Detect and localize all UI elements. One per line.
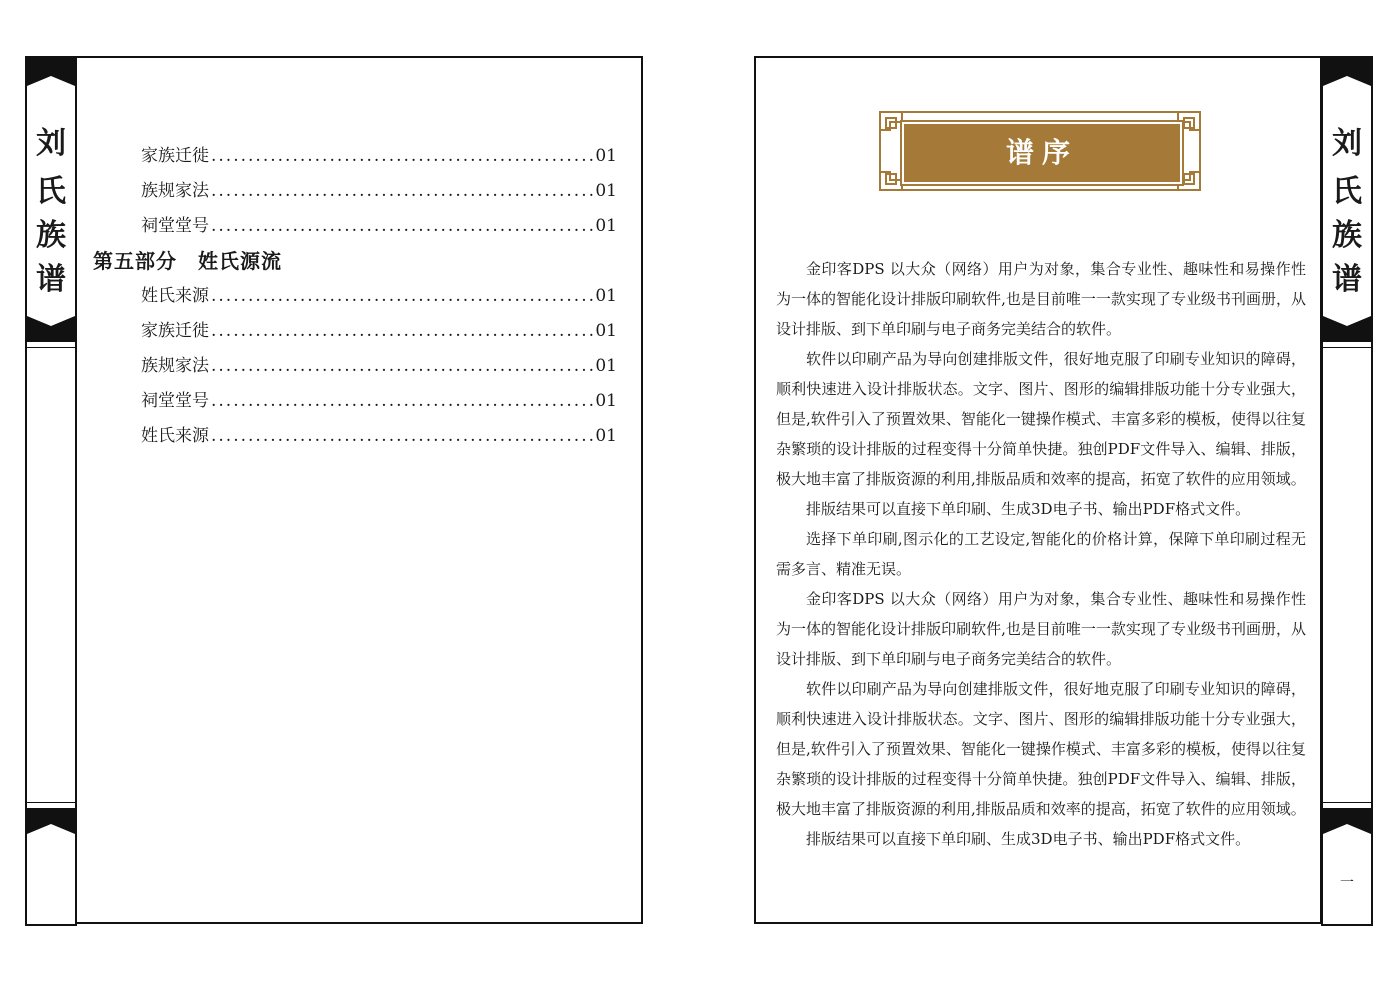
banner-panel xyxy=(902,122,1182,184)
spine-title-char: 谱 xyxy=(36,262,66,297)
toc-entry-label: 家族迁徙 xyxy=(141,146,209,166)
toc-page-number: 01 xyxy=(595,356,617,376)
toc-leader xyxy=(211,181,593,201)
spine-band xyxy=(1323,332,1371,342)
toc-entry-label: 祠堂堂号 xyxy=(141,391,209,411)
preface-paragraph: 选择下单印刷,图示化的工艺设定,智能化的价格计算，保障下单印刷过程无需多言、精准无误。 xyxy=(776,530,1306,578)
preface-paragraph: 排版结果可以直接下单印刷、生成3D电子书、输出PDF格式文件。 xyxy=(806,830,1251,848)
toc-page-number: 01 xyxy=(595,216,617,236)
preface-paragraph: 软件以印刷产品为导向创建排版文件，很好地克服了印刷专业知识的障碍，顺利快速进入设计排版状态。文字、图片、图形的编辑排版功能十分专业强大，但是,软件引入了预置效果、智能化一键操作模式、丰富多彩的模板，使得以往复杂繁琐的设计排版的过程变得十分简单快捷。独创PDF文件导入、编辑、排版，极大地丰富了排版资源的利用,排版品质和效率的提高，拓宽了软件的应用领域。 xyxy=(776,680,1306,818)
preface-paragraph: 金印客DPS 以大众（网络）用户为对象，集合专业性、趣味性和易操作性为一体的智能化设计排版印刷软件,也是目前唯一一款实现了专业级书刊画册，从设计排版、到下单印刷与电子商务完美结合的软件。 xyxy=(776,590,1306,668)
spine-rule xyxy=(27,802,75,803)
toc-leader xyxy=(211,356,593,376)
spine-bottom-notch xyxy=(27,316,75,332)
toc-entry[interactable] xyxy=(141,211,617,241)
preface-paragraph: 金印客DPS 以大众（网络）用户为对象，集合专业性、趣味性和易操作性为一体的智能化设计排版印刷软件,也是目前唯一一款实现了专业级书刊画册，从设计排版、到下单印刷与电子商务完美结合的软件。 xyxy=(776,260,1306,338)
spine-band xyxy=(1323,808,1371,818)
toc-page-number: 01 xyxy=(595,391,617,411)
toc-leader xyxy=(211,146,593,166)
toc-entry-label: 家族迁徙 xyxy=(141,321,209,341)
toc-entry-label: 族规家法 xyxy=(141,356,209,376)
spine-lower-notch xyxy=(27,818,75,834)
spine-title-char: 氏 xyxy=(36,174,66,209)
toc-page xyxy=(75,56,643,924)
toc-leader xyxy=(211,216,593,236)
toc-entry[interactable] xyxy=(141,316,617,346)
spine-title-char: 谱 xyxy=(1332,262,1362,297)
toc-entry[interactable] xyxy=(141,176,617,206)
toc-entry[interactable] xyxy=(141,421,617,451)
spine-top-notch xyxy=(1323,70,1371,86)
spine-rule xyxy=(27,347,75,348)
page-folio: 一 xyxy=(1340,875,1354,891)
right-spine-strip xyxy=(1321,56,1373,926)
spine-title-char: 族 xyxy=(1332,218,1362,253)
toc-entry-label: 姓氏来源 xyxy=(141,286,209,306)
spine-rule xyxy=(1323,347,1371,348)
toc-entry[interactable] xyxy=(141,386,617,416)
spine-top-band xyxy=(1323,58,1371,70)
toc-section-heading[interactable]: 第五部分 姓氏源流 xyxy=(93,249,282,273)
toc-page-number: 01 xyxy=(595,181,617,201)
toc-page-number: 01 xyxy=(595,286,617,306)
toc-page-number: 01 xyxy=(595,146,617,166)
preface-paragraph: 软件以印刷产品为导向创建排版文件，很好地克服了印刷专业知识的障碍，顺利快速进入设计排版状态。文字、图片、图形的编辑排版功能十分专业强大，但是,软件引入了预置效果、智能化一键操作模式、丰富多彩的模板，使得以往复杂繁琐的设计排版的过程变得十分简单快捷。独创PDF文件导入、编辑、排版，极大地丰富了排版资源的利用,排版品质和效率的提高，拓宽了软件的应用领域。 xyxy=(776,350,1306,488)
toc-leader xyxy=(211,426,593,446)
toc-page-number: 01 xyxy=(595,426,617,446)
spine-band xyxy=(27,332,75,342)
toc-entry-label: 祠堂堂号 xyxy=(141,216,209,236)
spine-top-notch xyxy=(27,70,75,86)
spine-title-char: 刘 xyxy=(1332,126,1362,161)
toc-entry[interactable] xyxy=(141,351,617,381)
toc-entry-label: 姓氏来源 xyxy=(141,426,209,446)
spine-rule xyxy=(1323,802,1371,803)
toc-leader xyxy=(211,286,593,306)
spine-lower-notch xyxy=(1323,818,1371,834)
spine-title-char: 刘 xyxy=(36,126,66,161)
toc-entry[interactable] xyxy=(141,281,617,311)
toc-entry-label: 族规家法 xyxy=(141,181,209,201)
toc-leader xyxy=(211,391,593,411)
preface-body xyxy=(776,254,1306,854)
preface-title: 谱序 xyxy=(1005,136,1078,169)
toc-entry[interactable] xyxy=(141,141,617,171)
toc-leader xyxy=(211,321,593,341)
spine-band xyxy=(27,808,75,818)
spine-top-band xyxy=(27,58,75,70)
preface-title-banner xyxy=(876,108,1204,194)
preface-paragraph: 排版结果可以直接下单印刷、生成3D电子书、输出PDF格式文件。 xyxy=(806,500,1251,518)
preface-page xyxy=(754,56,1322,924)
left-spine-strip xyxy=(25,56,77,926)
spine-title-char: 氏 xyxy=(1332,174,1362,209)
toc-page-number: 01 xyxy=(595,321,617,341)
spine-title-char: 族 xyxy=(36,218,66,253)
spine-bottom-notch xyxy=(1323,316,1371,332)
